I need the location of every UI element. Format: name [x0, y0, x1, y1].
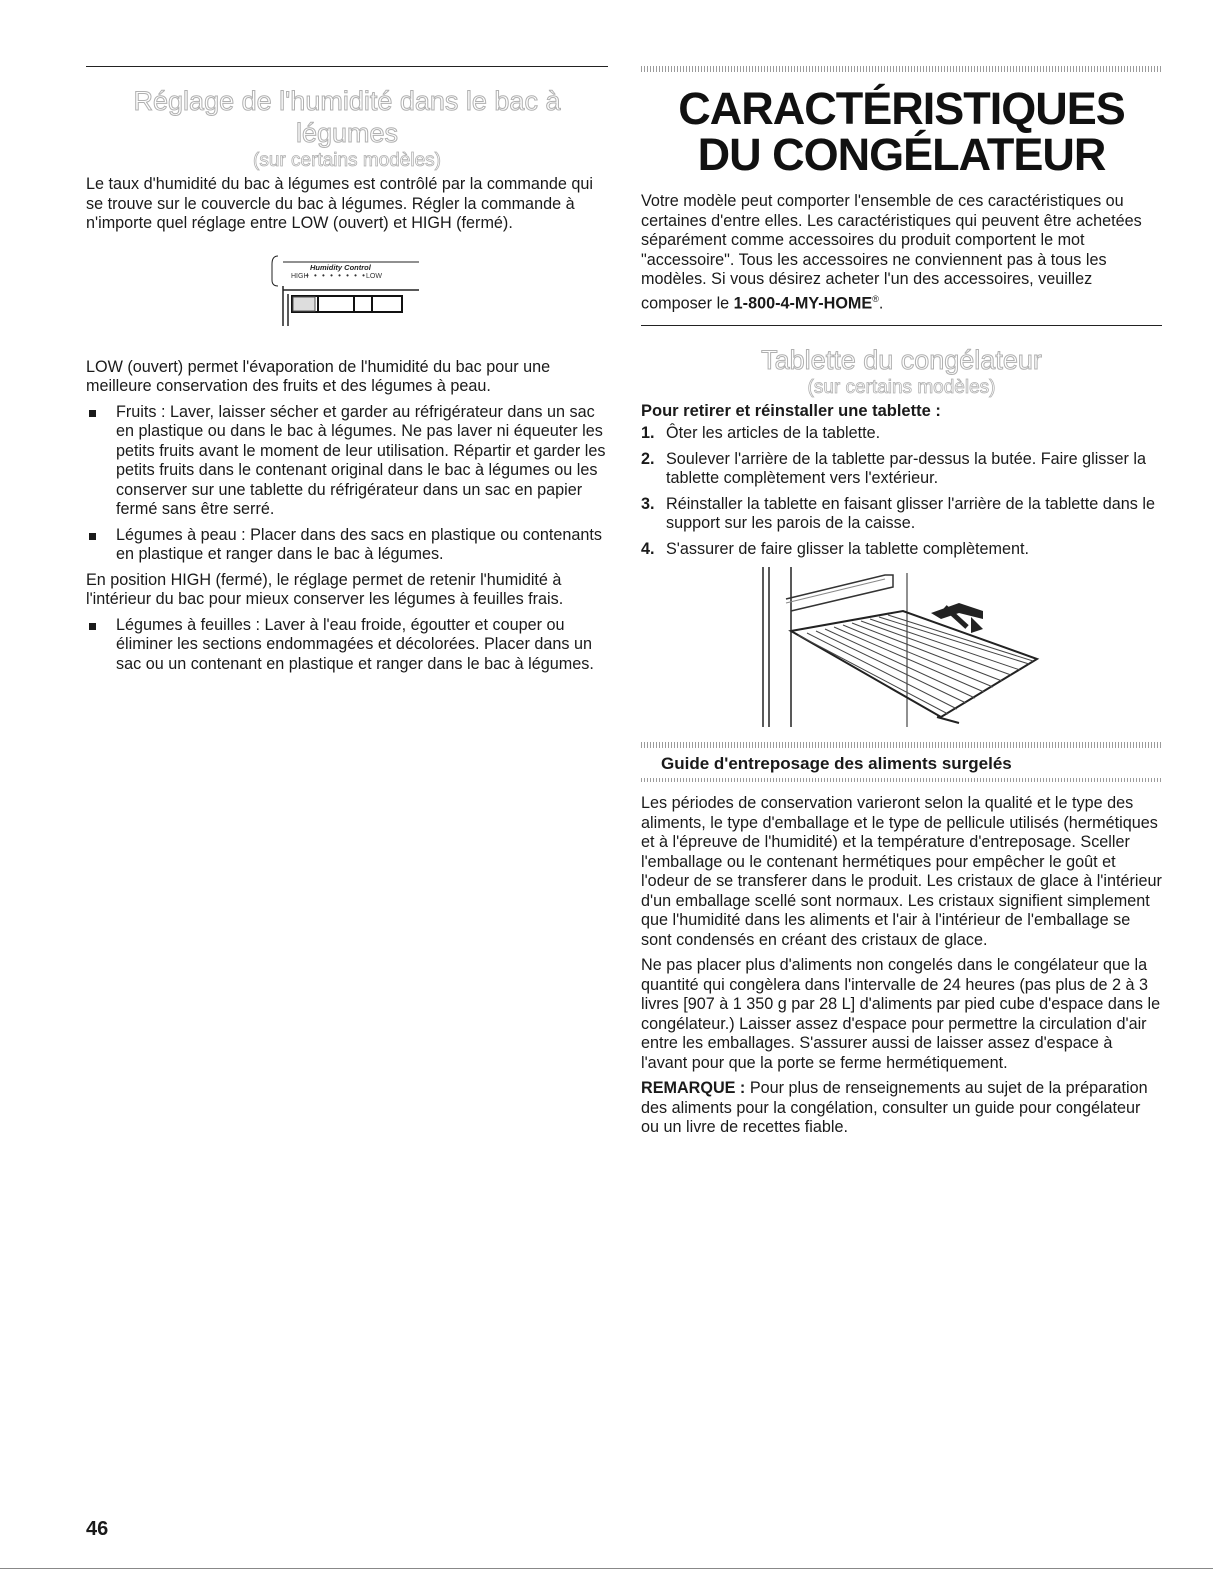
svg-text:• • • • • • • •: • • • • • • • • — [306, 270, 367, 280]
humidity-section-subtitle: (sur certains modèles) — [253, 150, 441, 171]
hatched-rule — [641, 778, 1162, 782]
step-item — [641, 495, 1162, 534]
step-text: Soulever l'arrière de la tablette par-dessus la butée. Faire glisser la tablette complètement vers l'extérieur. — [666, 449, 1146, 488]
list-item: Légumes à peau : Placer dans des sacs en plastique ou contenants en plastique et ranger dans le bac à légumes. — [86, 526, 608, 565]
shelf-section-title: Tablette du congélateur — [761, 345, 1042, 376]
step-number: 4. — [641, 539, 655, 558]
humidity-control-illustration — [86, 242, 608, 352]
steps-list — [641, 424, 1162, 559]
list-item: Fruits : Laver, laisser sécher et garder au réfrigérateur dans un sac en plastique ou dans le bac à légumes. Ne pas laver ni équeuter les petits fruits avant le moment de leur utilisation. Répartir et garder les petits fruits dans le contenant original dans le bac à légumes ou les conserver sur une tablette du réfrigérateur dans un sac en papier fermé sans être serré. — [86, 403, 608, 520]
low-label: LOW — [366, 272, 382, 280]
guide-paragraph-1: Les périodes de conservation varieront selon la qualité et le type des aliments, le type d'emballage et le type de pellicule utilisés (hermétiques et à l'épreuve de l'humidité) et la température d'entreposage. Sceller l'emballage ou le contenant hermétiques pour empêcher le goût et l'odeur de se transferer dans le produit. Les cristaux de glace à l'intérieur d'un emballage scellé sont normaux. Les cristaux signifient simplement que l'humidité dans les aliments et l'air à l'intérieur de l'emballage se sont condensés en créant des cristaux de glace. — [641, 794, 1162, 949]
phone-number: 1-800-4-MY-HOME — [733, 293, 873, 312]
low-paragraph: LOW (ouvert) permet l'évaporation de l'humidité du bac pour une meilleure conservation des fruits et des légumes à peau. — [86, 357, 551, 395]
humidity-control-label: Humidity Control — [310, 262, 371, 272]
high-label: HIGH — [291, 272, 309, 280]
step-text: Réinstaller la tablette en faisant glisser l'arrière de la tablette dans le support sur les parois de la caisse. — [666, 494, 1155, 533]
humidity-intro: Le taux d'humidité du bac à légumes est contrôlé par la commande qui se trouve sur le couvercle du bac à légumes. Régler la commande à n'importe quel réglage entre LOW (ouvert) et HIGH (fermé). — [86, 175, 593, 232]
freezer-shelf-illustration — [641, 567, 1162, 732]
step-item — [641, 424, 1162, 444]
note-paragraph — [641, 1079, 1162, 1138]
humidity-section-title: Réglage de l'humidité dans le bac à légumes — [133, 86, 561, 148]
high-bullets — [86, 616, 608, 675]
intro-text: Votre modèle peut comporter l'ensemble de ces caractéristiques ou certaines d'entre elles. Les caractéristiques qui peuvent être achetées séparément comme accessoires du produit comportent le mot "accessoire". Tous les accessoires ne conviennent pas à tous les modèles. Si vous désirez acheter l'un des accessoires, veuillez composer le — [641, 192, 1142, 312]
section-rule — [641, 325, 1162, 326]
step-text: Ôter les articles de la tablette. — [666, 424, 881, 443]
shelf-figure — [641, 567, 1162, 732]
registered-mark: ® — [872, 293, 879, 304]
low-bullets — [86, 403, 608, 565]
right-column — [641, 66, 1162, 1144]
note-text: Pour plus de renseignements au sujet de la préparation des aliments pour la congélation, consulter un guide pour congélateur ou un livre de recettes fiable. — [641, 1079, 1148, 1137]
left-column — [86, 66, 608, 680]
guide-paragraph-2: Ne pas placer plus d'aliments non congelés dans le congélateur que la quantité qui congèlera dans l'intervalle de 24 heures (pas plus de 2 à 3 livres [907 à 1 350 g par 28 L] d'aliments par pied cube d'espace dans le congélateur.) Laisser assez d'espace pour permettre la circulation d'air entre les emballages. S'assurer aussi de laisser assez d'espace à l'avant pour que la porte se ferme hermétiquement. — [641, 956, 1161, 1072]
step-number: 3. — [641, 494, 655, 513]
note-label: REMARQUE : — [641, 1079, 746, 1098]
intro-end: . — [878, 293, 884, 312]
hatched-rule — [641, 742, 1162, 748]
bottom-rule — [0, 1568, 1213, 1569]
high-paragraph: En position HIGH (fermé), le réglage permet de retenir l'humidité à l'intérieur du bac pour mieux conserver les légumes à feuilles frais. — [86, 570, 564, 608]
freezer-intro — [641, 192, 1162, 313]
step-item — [641, 450, 1162, 489]
hatched-rule — [641, 66, 1162, 72]
step-number: 1. — [641, 424, 655, 443]
list-item: Légumes à feuilles : Laver à l'eau froide, égoutter et couper ou éliminer les sections endommagées et décolorées. Placer dans un sac ou un contenant en plastique et ranger dans le bac à légumes. — [86, 616, 608, 675]
top-rule — [86, 66, 608, 67]
steps-heading: Pour retirer et réinstaller une tablette : — [641, 402, 941, 421]
humidity-control-figure — [86, 242, 608, 352]
step-text: S'assurer de faire glisser la tablette complètement. — [666, 539, 1029, 558]
step-item — [641, 540, 1162, 560]
step-number: 2. — [641, 449, 655, 468]
page-title: CARACTÉRISTIQUES DU CONGÉLATEUR — [678, 83, 1125, 180]
page-number: 46 — [86, 1518, 109, 1540]
guide-title: Guide d'entreposage des aliments surgelés — [661, 754, 1012, 774]
shelf-section-subtitle: (sur certains modèles) — [807, 377, 996, 399]
